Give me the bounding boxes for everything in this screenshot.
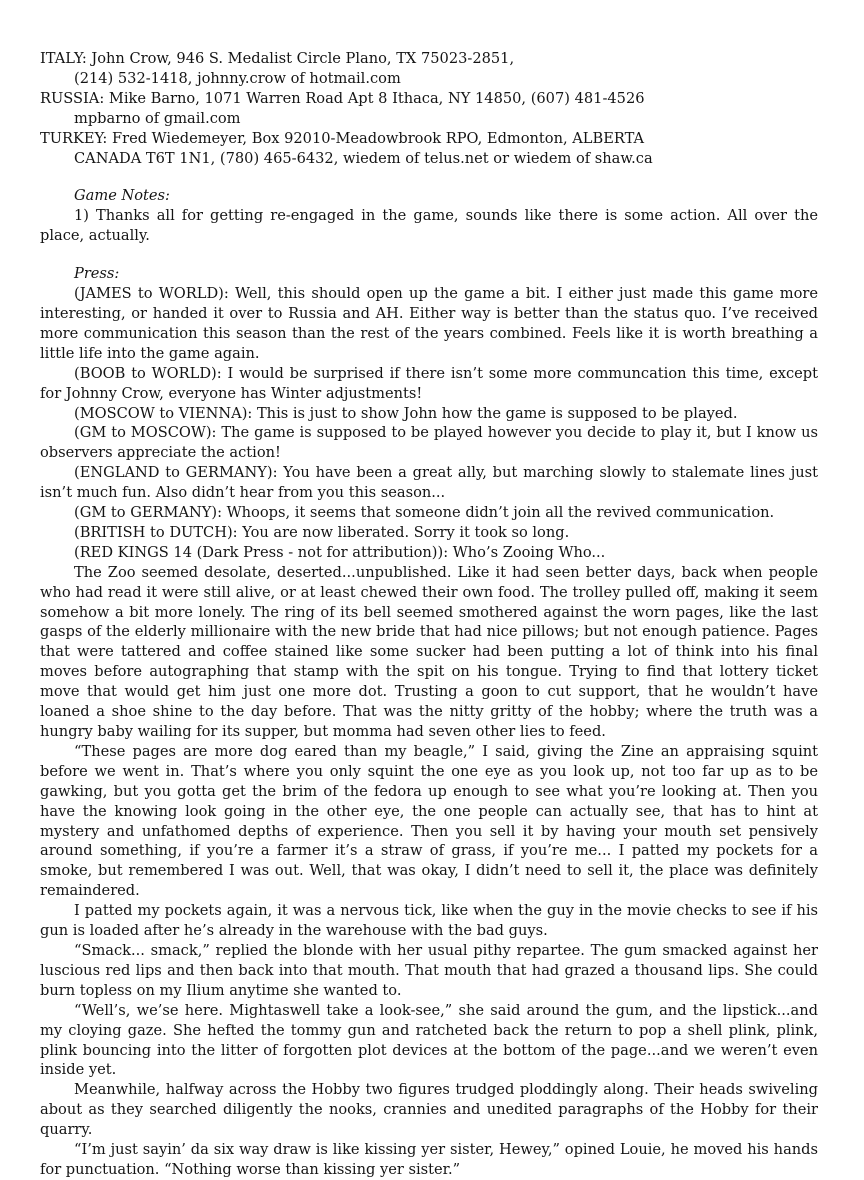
press-paragraph: (BOOB to WORLD): I would be surprised if there isn’t some more communcation this time, except for Johnny Crow, everyone has Winter adjustments! [40,364,818,402]
press-paragraph: (JAMES to WORLD): Well, this should open up the game a bit. I either just made this game more interesting, or handed it over to Russia and AH. Either way is better than the status quo. I’ve received more communication this season than the rest of the years combined. Feels like it is worth breathing a little life into the game again. [40,285,818,362]
address-russia: RUSSIA: Mike Barno, 1071 Warren Road Apt 8 Ithaca, NY 14850, (607) 481-4526 [40,89,645,107]
address-turkey-contact: CANADA T6T 1N1, (780) 465-6432, wiedem of telus.net or wiedem of shaw.ca [74,149,653,167]
story-paragraph: “These pages are more dog eared than my beagle,” I said, giving the Zine an appraising squint before we went in. That’s where you only squint the one eye as you look up, not too far up as to be gawking, but you gotta get the brim of the fedora up enough to see what you’re looking at. Then you have the knowing look going in the other eye, the one people can actually see, that has to hint at mystery and unfathomed depths of experience. Then you sell it by having your mouth set pensively around something, if you’re a farmer it’s a straw of grass, if you’re me... I patted my pockets for a smoke, but remembered I was out. Well, that was okay, I didn’t need to sell it, the place was definitely remaindered. [40,742,818,900]
press-heading: Press: [74,265,120,283]
story-paragraph: Meanwhile, halfway across the Hobby two figures trudged ploddingly along. Their heads swiveling about as they searched diligently the nooks, crannies and unedited paragraphs of the Hobby for their quarry. [40,1081,818,1139]
address-turkey: TURKEY: Fred Wiedemeyer, Box 92010-Meadowbrook RPO, Edmonton, ALBERTA [40,129,645,147]
address-italy: ITALY: John Crow, 946 S. Medalist Circle Plano, TX 75023-2851, [40,50,515,67]
press-paragraph: (RED KINGS 14 (Dark Press - not for attribution)): Who’s Zooing Who... [74,543,606,561]
press-paragraph: (GM to MOSCOW): The game is supposed to be played however you decide to play it, but I know us observers appreciate the action! [40,424,818,462]
document-page [40,49,818,1180]
story-paragraph: “Well’s, we’se here. Mightaswell take a look-see,” she said around the gum, and the lipstick...and my cloying gaze. She hefted the tommy gun and ratcheted back the return to pop a shell plink, plink, plink bouncing into the litter of forgotten plot devices at the bottom of the page...and we weren’t even inside yet. [40,1001,818,1079]
story-paragraph: “I’m just sayin’ da six way draw is like kissing yer sister, Hewey,” opined Louie, he moved his hands for punctuation. “Nothing worse than kissing yer sister.” [40,1141,818,1178]
story-paragraph: I patted my pockets again, it was a nervous tick, like when the guy in the movie checks to see if his gun is loaded after he’s already in the warehouse with the bad guys. [40,902,818,940]
address-russia-contact: mpbarno of gmail.com [74,109,241,127]
game-notes-heading: Game Notes: [74,187,170,205]
story-paragraph: “Smack... smack,” replied the blonde with her usual pithy repartee. The gum smacked against her luscious red lips and then back into that mouth. That mouth that had grazed a thousand lips. She could burn topless on my Ilium anytime she wanted to. [40,941,818,999]
press-paragraph: (MOSCOW to VIENNA): This is just to show John how the game is supposed to be played. [74,404,738,422]
press-paragraph: (ENGLAND to GERMANY): You have been a great ally, but marching slowly to stalemate lines just isn’t much fun. Also didn’t hear from you this season... [40,464,818,502]
story-paragraph: The Zoo seemed desolate, deserted...unpublished. Like it had seen better days, back when people who had read it were still alive, or at least chewed their own food. The trolley pulled off, making it seem somehow a bit more lonely. The ring of its bell seemed smothered against the worn pages, like the last gasps of the elderly millionaire with the new bride that had nice pillows; but not enough patience. Pages that were tattered and coffee stained like some sucker had been putting a lot of think into his final moves before autographing that stamp with the spit on his tongue. Trying to find that lottery ticket move that would get him just one more dot. Trusting a goon to cut support, that he wouldn’t have loaned a shoe shine to the day before. That was the nitty gritty of the hobby; where the truth was a hungry baby wailing for its supper, but momma had seven other lies to feed. [40,563,818,740]
game-note-item: 1) Thanks all for getting re-engaged in the game, sounds like there is some action. All over the place, actually. [40,207,818,245]
press-paragraph: (BRITISH to DUTCH): You are now liberated. Sorry it took so long. [74,523,570,541]
press-paragraph: (GM to GERMANY): Whoops, it seems that someone didn’t join all the revived communication. [74,504,775,522]
address-italy-contact: (214) 532-1418, johnny.crow of hotmail.com [74,69,401,87]
